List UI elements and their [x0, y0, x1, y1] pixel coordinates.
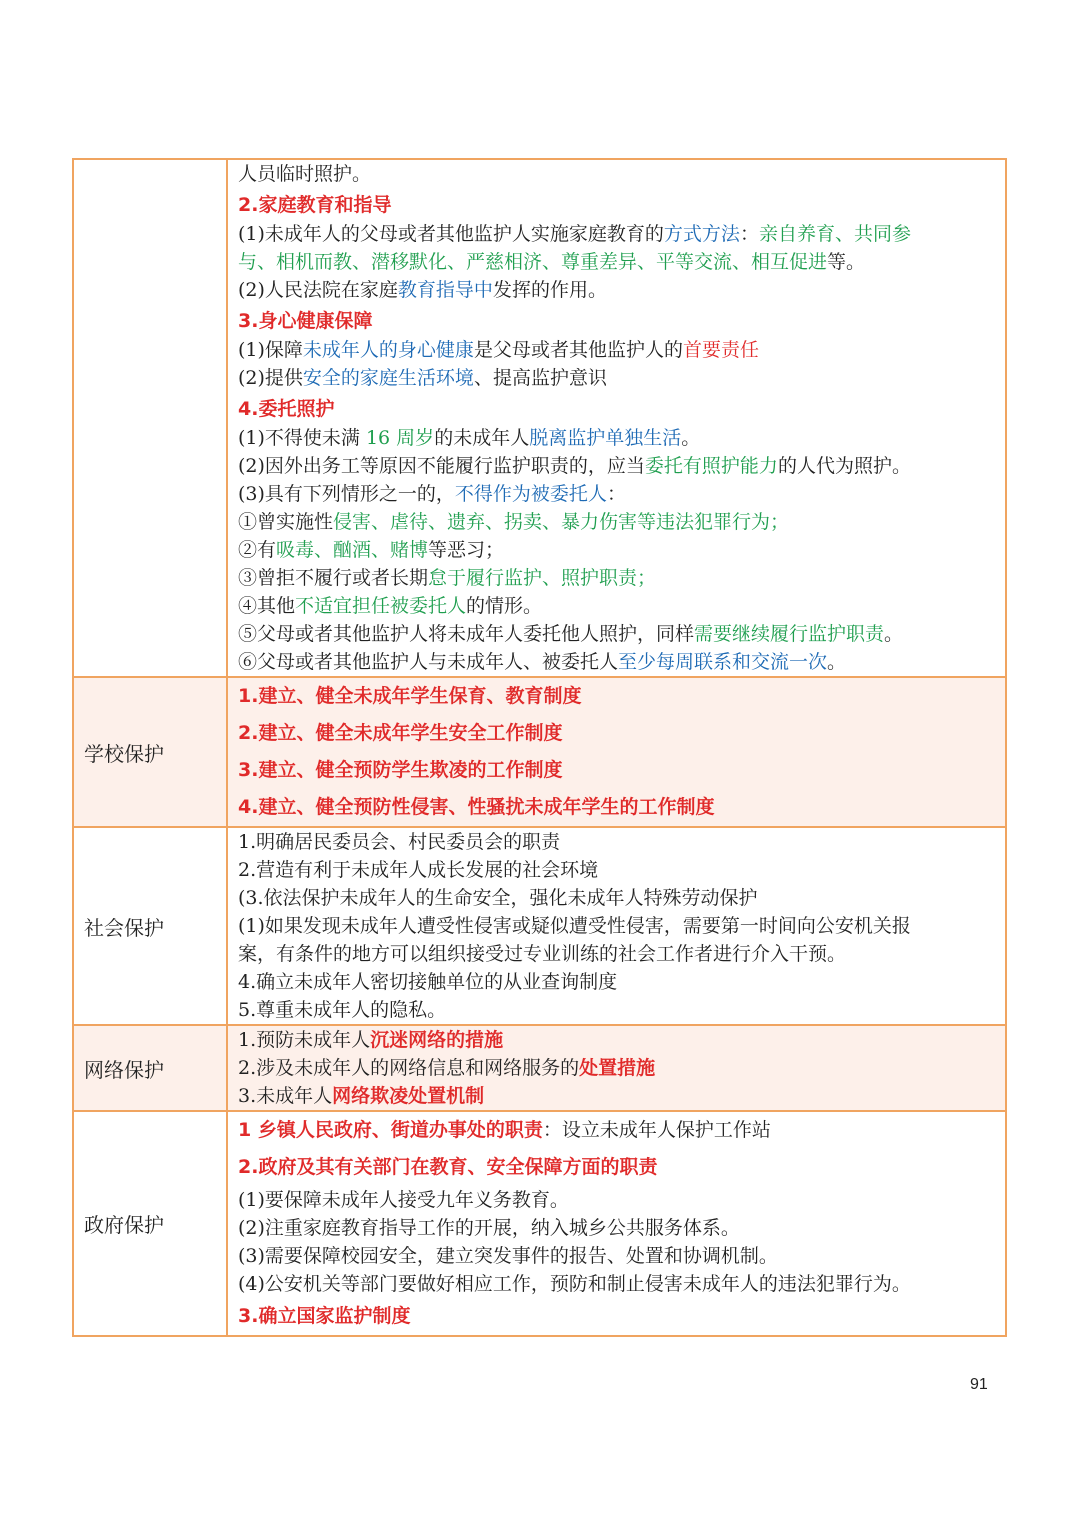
family-line: (2)因外出务工等原因不能履行监护职责的，应当委托有照护能力的人代为照护。: [238, 455, 911, 477]
family-line: (1)未成年人的父母或者其他监护人实施家庭教育的方式方法：亲自养育、共同参: [238, 223, 911, 245]
family-line: (2)提供安全的家庭生活环境、提高监护意识: [238, 367, 607, 389]
society-content: [228, 828, 1005, 1024]
society-category-label: 社会保护: [74, 828, 228, 1024]
society-item: 1.明确居民委员会、村民委员会的职责: [238, 831, 561, 853]
family-line: (1)保障未成年人的身心健康是父母或者其他监护人的首要责任: [238, 339, 759, 361]
government-item: (1)要保障未成年人接受九年义务教育。: [238, 1189, 569, 1211]
family-circled-item: ③曾拒不履行或者长期怠于履行监护、照护职责；: [238, 567, 657, 589]
network-protection-row: [74, 1024, 1005, 1110]
network-item: 1.预防未成年人沉迷网络的措施: [238, 1029, 504, 1051]
government-item: (3)需要保障校园安全，建立突发事件的报告、处置和协调机制。: [238, 1245, 778, 1267]
society-item: 2.营造有利于未成年人成长发展的社会环境: [238, 859, 599, 881]
government-heading-3: 3.确立国家监护制度: [238, 1305, 411, 1327]
government-heading-2: 2.政府及其有关部门在教育、安全保障方面的职责: [238, 1156, 658, 1178]
government-item: (4)公安机关等部门要做好相应工作，预防和制止侵害未成年人的违法犯罪行为。: [238, 1273, 911, 1295]
family-protection-row: [74, 160, 1005, 676]
government-content: [228, 1112, 1005, 1335]
family-circled-item: ⑥父母或者其他监护人与未成年人、被委托人至少每周联系和交流一次。: [238, 651, 847, 673]
family-circled-item: ④其他不适宜担任被委托人的情形。: [238, 595, 543, 617]
family-circled-item: ⑤父母或者其他监护人将未成年人委托他人照护，同样需要继续履行监护职责。: [238, 623, 904, 645]
network-item: 3.未成年人网络欺凌处置机制: [238, 1085, 485, 1107]
school-item: 1.建立、健全未成年学生保育、教育制度: [238, 685, 582, 707]
school-item: 4.建立、健全预防性侵害、性骚扰未成年学生的工作制度: [238, 796, 715, 818]
page-number: 91: [970, 1376, 988, 1393]
society-item: 4.确立未成年人密切接触单位的从业查询制度: [238, 971, 618, 993]
government-protection-row: [74, 1110, 1005, 1335]
family-line: 与、相机而教、潜移默化、严慈相济、尊重差异、平等交流、相互促进等。: [238, 251, 866, 273]
school-category-label: 学校保护: [74, 678, 228, 826]
family-line: (3)具有下列情形之一的，不得作为被委托人：: [238, 483, 626, 505]
government-item: (2)注重家庭教育指导工作的开展，纳入城乡公共服务体系。: [238, 1217, 740, 1239]
network-content: [228, 1026, 1005, 1110]
network-item: 2.涉及未成年人的网络信息和网络服务的处置措施: [238, 1057, 656, 1079]
school-item: 2.建立、健全未成年学生安全工作制度: [238, 722, 563, 744]
society-item: (3.依法保护未成年人的生命安全，强化未成年人特殊劳动保护: [238, 887, 758, 909]
family-line: (2)人民法院在家庭教育指导中发挥的作用。: [238, 279, 607, 301]
family-heading-3: 3.身心健康保障: [238, 310, 373, 332]
family-line: (1)不得使未满 16 周岁的未成年人脱离监护单独生活。: [238, 427, 701, 449]
family-heading-4: 4.委托照护: [238, 398, 335, 420]
society-item: 5.尊重未成年人的隐私。: [238, 999, 447, 1021]
school-content: [228, 678, 1005, 826]
network-category-label: 网络保护: [74, 1026, 228, 1110]
society-item: (1)如果发现未成年人遭受性侵害或疑似遭受性侵害，需要第一时间向公安机关报: [238, 915, 911, 937]
society-item: 案，有条件的地方可以组织接受过专业训练的社会工作者进行介入干预。: [238, 943, 847, 965]
family-content: [228, 160, 1005, 676]
government-category-label: 政府保护: [74, 1112, 228, 1335]
family-circled-item: ②有吸毒、酗酒、赌博等恶习；: [238, 539, 505, 561]
society-protection-row: [74, 826, 1005, 1024]
government-heading-1: 1 乡镇人民政府、街道办事处的职责：设立未成年人保护工作站: [238, 1119, 771, 1141]
family-category-cell: [74, 160, 228, 676]
school-item: 3.建立、健全预防学生欺凌的工作制度: [238, 759, 563, 781]
family-line: 人员临时照护。: [238, 163, 372, 185]
family-heading-2: 2.家庭教育和指导: [238, 194, 392, 216]
family-circled-item: ①曾实施性侵害、虐待、遗弃、拐卖、暴力伤害等违法犯罪行为；: [238, 511, 790, 533]
school-protection-row: [74, 676, 1005, 826]
protection-table: [72, 158, 1007, 1337]
